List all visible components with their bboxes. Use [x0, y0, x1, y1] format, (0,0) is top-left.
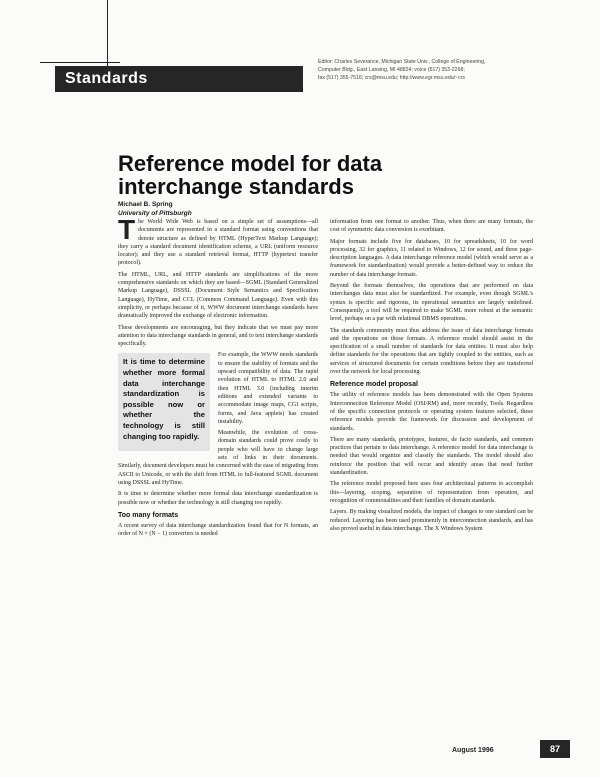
editor-line-1: Editor: Charles Severance, Michigan State Univ., College of Engineering, [318, 59, 486, 65]
editor-contact-note [318, 58, 538, 82]
editor-line-2: Computer Bldg., East Lansing, MI 48824; voice (517) 353-2268; [318, 67, 465, 73]
paragraph: The utility of reference models has been demonstrated with the Open Systems Interconnection Reference Model (OSI/RM) and, more recently, Tools. Regardless of the specific connection protocols or operating system features selected, these reference models provide the framework for discussion and development of standards. [330, 392, 533, 432]
paragraph: The World Wide Web is based on a simple set of assumptions—all documents are represented in a standard format using conventions that denote structure as defined by HTML (HyperText Markup Language); they carry a standard document identification scheme, a URL (uniform resource locator); and they use a standard retrieval format, HTTP (hypertext transfer protocol). [118, 214, 318, 267]
paragraph: A recent survey of data interchange standardization found that for N formats, an order of N × (N − 1) converters is needed [118, 522, 318, 538]
paragraph: There are many standards, prototypes, features, de facto standards, and common practices that pertain to data interchange. A reference model for data interchange is needed that would organize and classify the standards. The model should also reinforce the position that will occur and identify areas that need further standardization. [330, 436, 533, 477]
paragraph: The reference model proposed here uses four architectural patterns to accomplish this—layering, scoping, separation of representation from operation, and recognition of commonalities and their families of domain standards. [330, 481, 533, 504]
editor-line-3: fax (517) 355-7516; crs@msu.edu; http://www.egr.msu.edu/~crs [318, 75, 465, 81]
issue-date: August 1996 [452, 747, 494, 754]
paragraph: Meanwhile, the evolution of cross-domain standards could prove costly to people who will have to change large sets of links in their documents. Similarly, document developers must be concerned with the ease of migrating from ASCII to Unicode, or with the shift from HTML to full-featured SGML document using DSSSL and HyTime. [118, 430, 318, 486]
left-column [118, 214, 318, 541]
author-affiliation: University of Pittsburgh [118, 210, 192, 217]
section-heading: Too many formats [118, 511, 179, 519]
drop-cap: T [118, 214, 136, 245]
paragraph: It is time to determine whether more formal data interchange standardization is possible now or whether the technology is still changing too rapidly. [118, 491, 318, 506]
byline [118, 200, 318, 218]
paragraph: information from one format to another. Thus, when there are many formats, the cost of symmetric data conversion is exorbitant. [330, 219, 533, 234]
article-title: Reference model for data interchange standards [118, 151, 383, 199]
pull-quote: It is time to determine whether more formal data interchange standardization is possible now or whether the technology is still changing too rapidly. [118, 353, 210, 451]
paragraph: These developments are encouraging, but they indicate that we must pay more attention to data interchange standards in general, and to text interchange standards specifically. [118, 324, 318, 348]
paragraph: Beyond the formats themselves, the operations that are performed on data interchanges data must also be standardized. For example, even though SGML's syntax is specific and rigorous, its operational semantics are largely undefined. Consequently, a tool will be required to make SGML more robust at the semantic level, perhaps on a par with relational DBMS operations. [330, 283, 533, 323]
right-column [330, 218, 533, 536]
author-name: Michael B. Spring [118, 201, 173, 208]
crop-mark-vertical [107, 0, 108, 70]
section-heading: Reference model proposal [330, 381, 418, 389]
paragraph: It is time to determine whether more formal data interchange standardization is possible now or whether the technology is still changing too rapidly. For example, the WWW needs standards to ensure the stability of formats and the upward compatibility of data. The rapid evolution of HTML to HTML 2.0 and then HTML 3.0 (including interim editions and extended variants to accommodate image maps, CGI scripts, forms, and Java applets) has created instability. [118, 351, 318, 426]
section-banner [55, 66, 303, 92]
page-number: 87 [540, 740, 570, 758]
paragraph: The HTML, URL, and HTTP standards are simplifications of the more comprehensive standards on which they are based—SGML (Standard Generalized Markup Language), DSSSL (Document Style Semantics and Specification Language), HyTime, and CCL (Common Command Language). Even with this simplicity, or perhaps because of it, WWW document interchange standards have dramatically improved the exchange of electronic information. [118, 271, 318, 320]
paragraph: The standards community must thus address the issue of data interchange formats and the operations on those formats. A reference model should assist in the specification of a small number of standards for data entities. It must also help define standards for the operations that are tightly coupled to the entities, such as services of structured documents for certain conditions before they are transferred over the network for local processing. [330, 327, 533, 376]
paragraph: Layers. By making visualized models, the impact of changes to one standard can be reduced. Layering has been used prominently in interconnection standards, and has also proved useful in data interchange. The X Windows System [330, 509, 533, 532]
section-label: Standards [65, 70, 148, 87]
crop-mark-horizontal [40, 62, 120, 63]
paragraph: Major formats include five for databases, 10 for spreadsheets, 10 for word processing, 32 for graphics, 11 related to Windows, 12 for sound, and three page-description languages. A data interchange reference model (which would serve as a framework for standardization) would provide a better-defined way to reduce the number of data interchange formats. [330, 238, 533, 278]
